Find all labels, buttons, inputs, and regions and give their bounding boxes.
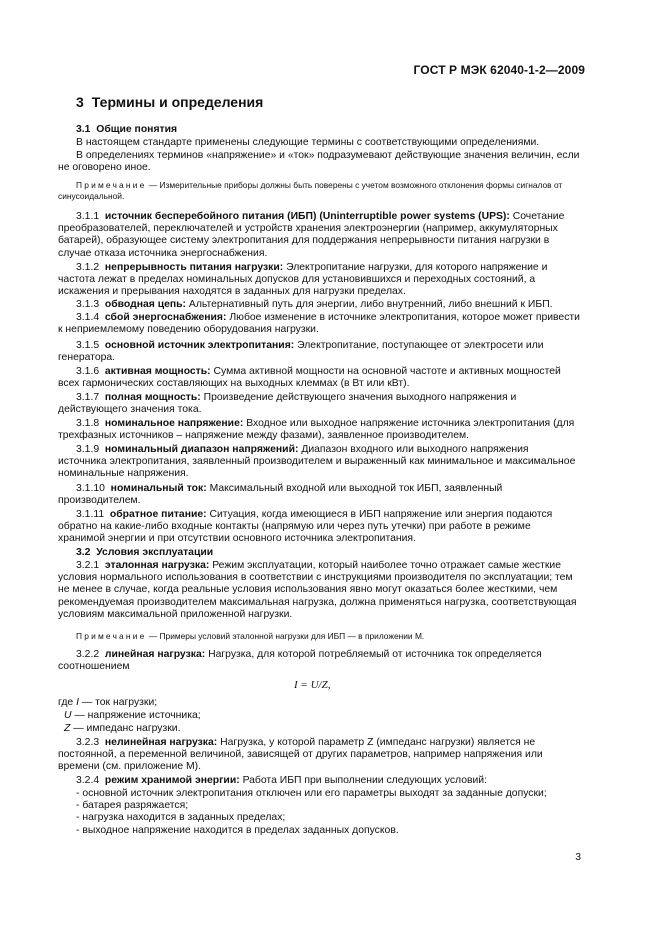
symbol-description: — ток нагрузки; bbox=[78, 697, 158, 708]
term-3-2-4 bbox=[58, 775, 580, 787]
note-label: Примечание bbox=[76, 180, 147, 190]
term-number: 3.1.8 bbox=[76, 418, 100, 429]
term-number: 3.2.2 bbox=[76, 649, 100, 660]
term-number: 3.1.2 bbox=[76, 262, 100, 273]
symbol-description: — импеданс нагрузки. bbox=[70, 723, 181, 734]
term-3-1-3 bbox=[58, 299, 580, 311]
term-definition: Произведение действующего значения выходного напряжения и действующего значения тока. bbox=[58, 392, 517, 416]
section-number: 3 bbox=[76, 94, 84, 110]
term-definition: Входное или выходное напряжение источника электропитания (для трехфазных источников – напряжение между фазами), заявленное производителем. bbox=[58, 418, 575, 442]
term-number: 3.1.1 bbox=[76, 211, 100, 222]
term-3-2-2 bbox=[58, 649, 580, 673]
term-name: обводная цепь: bbox=[104, 299, 187, 310]
section-title bbox=[76, 94, 263, 110]
subsection-3-1-heading bbox=[58, 124, 580, 136]
term-name: сбой энергоснабжения: bbox=[104, 312, 227, 323]
conditions-list bbox=[58, 788, 580, 837]
term-definition: Максимальный входной или выходной ток ИБП, заявленный производителем. bbox=[58, 483, 503, 507]
term-3-2-3 bbox=[58, 737, 580, 774]
subsection-number: 3.1 bbox=[76, 124, 91, 135]
note-label: Примечание bbox=[76, 631, 147, 641]
note-text: — Измерительные приборы должны быть поверены с учетом возможного отклонения формы сигналов от синусоидальной. bbox=[58, 180, 563, 201]
where-line-i bbox=[58, 697, 157, 709]
term-3-1-1 bbox=[58, 211, 580, 260]
term-number: 3.2.4 bbox=[76, 775, 100, 786]
term-name: основной источник электропитания: bbox=[104, 340, 295, 351]
term-number: 3.2.1 bbox=[76, 560, 100, 571]
term-number: 3.1.3 bbox=[76, 299, 100, 310]
term-3-2-1 bbox=[58, 560, 580, 621]
term-name: нелинейная нагрузка: bbox=[104, 737, 218, 748]
list-item: - основной источник электропитания отключен или его параметры выходят за заданные допуски; bbox=[76, 788, 547, 799]
term-definition: Альтернативный путь для энергии, либо внутренний, либо внешний к ИБП. bbox=[188, 299, 553, 310]
term-definition: Сочетание преобразователей, переключателей и устройств хранения электроэнергии (например, аккумуляторных батарей), образующее систему электропитания для поддержания непрерывности питания нагрузки в случае отказа источника энергоснабжения. bbox=[58, 211, 565, 259]
term-3-1-5 bbox=[58, 340, 580, 364]
subsection-title: Общие понятия bbox=[96, 124, 178, 135]
term-name: полная мощность: bbox=[104, 392, 201, 403]
term-name: обратное питание: bbox=[109, 509, 207, 520]
term-number: 3.1.9 bbox=[76, 444, 100, 455]
term-number: 3.2.3 bbox=[76, 737, 100, 748]
note-2 bbox=[58, 631, 580, 642]
where-lead: где bbox=[58, 697, 77, 708]
term-number: 3.1.10 bbox=[76, 483, 105, 494]
page-number: 3 bbox=[575, 852, 581, 863]
term-definition: Электропитание нагрузки, для которого напряжение и частота лежат в пределах номинальных допусков для установившихся и переходных состояний, а искажения и прерывания находятся в заданных для нагрузки пределах. bbox=[58, 262, 548, 298]
formula: I = U/Z, bbox=[294, 679, 331, 691]
symbol: U bbox=[64, 710, 72, 721]
term-definition: Сумма активной мощности на основной частоте и активных мощностей всех гармонических составляющих на выходных клеммах (в Вт или кВт). bbox=[58, 366, 561, 390]
term-number: 3.1.7 bbox=[76, 392, 100, 403]
term-3-1-4 bbox=[58, 312, 580, 336]
term-3-1-7 bbox=[58, 392, 580, 416]
term-definition: Нагрузка, у которой параметр Z (импеданс нагрузки) является не постоянной, а переменной величиной, зависящей от других параметров, например напряжения или времени (см. приложение М). bbox=[58, 737, 543, 773]
subsection-title: Условия эксплуатации bbox=[96, 547, 214, 558]
term-3-1-10 bbox=[58, 483, 580, 507]
term-definition: Любое изменение в источнике электропитания, которое может привести к неприемлемому поведению оборудования нагрузки. bbox=[58, 312, 580, 336]
section-heading: Термины и определения bbox=[91, 94, 264, 110]
term-name: линейная нагрузка: bbox=[104, 649, 206, 660]
term-3-1-6 bbox=[58, 366, 580, 390]
term-3-1-2 bbox=[58, 262, 580, 299]
term-name: номинальный диапазон напряжений: bbox=[104, 444, 299, 455]
term-definition: Режим эксплуатации, который наиболее точно отражает самые жесткие условия нормального использования в соответствии с инструкциями производителя по эксплуатации; тем не менее в случае, когда реальные условия использования явно могут оказаться более жесткими, чем рекомендуемая производителем максимальная нагрузка, должна применяться нагрузка, соответствующая условиям максимальной приложенной нагрузки. bbox=[58, 560, 577, 620]
term-definition: Работа ИБП при выполнении следующих условий: bbox=[242, 775, 487, 786]
where-line-z bbox=[64, 723, 180, 735]
note-1 bbox=[58, 180, 580, 202]
term-number: 3.1.5 bbox=[76, 340, 100, 351]
term-name: активная мощность: bbox=[104, 366, 211, 377]
term-definition: Диапазон входного или выходного напряжения источника электропитания, заявленный производителем и выраженный как минимальное и максимальное номинальные напряжения. bbox=[58, 444, 576, 480]
term-3-1-9 bbox=[58, 444, 580, 481]
symbol: Z bbox=[64, 723, 71, 734]
term-definition: Электропитание, поступающее от электросети или генератора. bbox=[58, 340, 544, 364]
subsection-3-2-heading bbox=[58, 547, 580, 559]
list-item: - выходное напряжение находится в пределах заданных допусков. bbox=[76, 824, 399, 836]
list-item: - батарея разряжается; bbox=[76, 800, 189, 812]
note-text: — Примеры условий эталонной нагрузки для ИБП — в приложении М. bbox=[146, 631, 425, 641]
term-definition: Нагрузка, для которой потребляемый от источника ток определяется соотношением bbox=[58, 649, 542, 673]
term-number: 3.1.4 bbox=[76, 312, 100, 323]
term-number: 3.1.11 bbox=[76, 509, 105, 520]
where-line-u bbox=[64, 710, 201, 722]
term-name: источник бесперебойного питания (ИБП) (Uninterruptible power systems (UPS): bbox=[104, 211, 510, 222]
term-name: эталонная нагрузка: bbox=[104, 560, 210, 571]
document-header: ГОСТ Р МЭК 62040-1-2—2009 bbox=[413, 63, 585, 77]
term-definition: Ситуация, когда имеющиеся в ИБП напряжение или энергия подаются обратно на какие-либо входные контакты (напрямую или через путь утечки) при работе в режиме хранимой энергии и при отсутствии основного источника электропитания. bbox=[58, 509, 553, 545]
symbol-description: — напряжение источника; bbox=[71, 710, 201, 721]
symbol: I bbox=[76, 697, 79, 708]
term-name: номинальный ток: bbox=[110, 483, 207, 494]
intro-paragraph-2: В определениях терминов «напряжение» и «ток» подразумевают действующие значения величин, если не оговорено иное. bbox=[58, 150, 580, 174]
term-3-1-8 bbox=[58, 418, 580, 442]
subsection-number: 3.2 bbox=[76, 547, 91, 558]
term-name: номинальное напряжение: bbox=[104, 418, 244, 429]
term-name: непрерывность питания нагрузки: bbox=[104, 262, 284, 273]
term-number: 3.1.6 bbox=[76, 366, 100, 377]
term-3-1-11 bbox=[58, 509, 580, 546]
term-name: режим хранимой энергии: bbox=[104, 775, 240, 786]
intro-paragraph: В настоящем стандарте применены следующие термины с соответствующими определениями. bbox=[76, 137, 540, 148]
list-item: - нагрузка находится в заданных пределах; bbox=[76, 812, 286, 824]
